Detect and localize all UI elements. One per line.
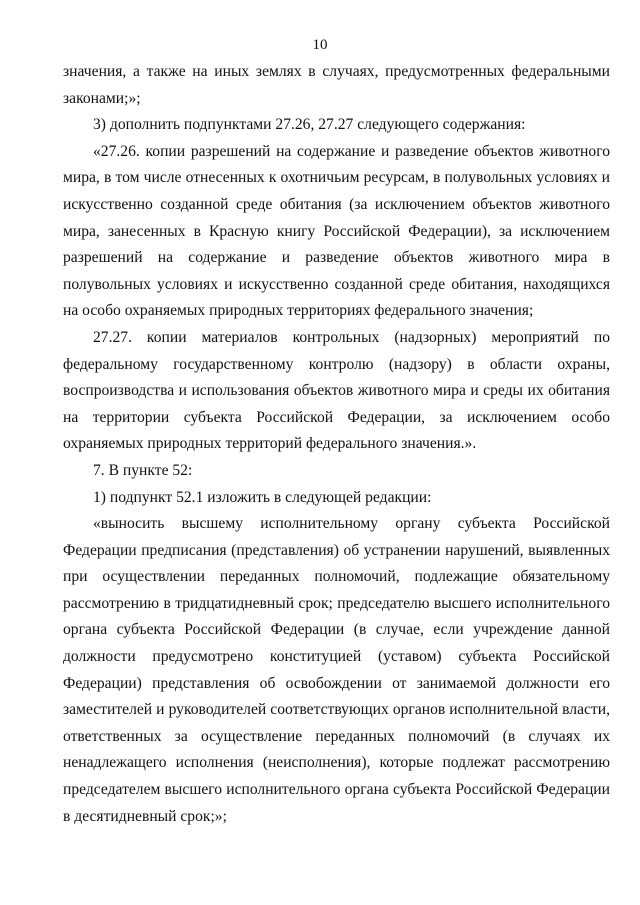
- paragraph-27-27: 27.27. копии материалов контрольных (надзорных) мероприятий по федеральному государственному контролю (надзору) в области охраны, воспроизводства и использования объектов животного мира и среды их обитания на территории субъекта Российской Федерации, за исключением особо охраняемых природных территорий федерального значения.».: [63, 328, 610, 453]
- paragraph-continuation: значения, а также на иных землях в случаях, предусмотренных федеральными законами;»;: [63, 63, 610, 107]
- paragraph-new-wording: «выносить высшему исполнительному органу субъекта Российской Федерации предписания (представления) об устранении нарушений, выявленных при осуществлении переданных полномочий, подлежащие обязательному рассмотрению в тридцатидневный срок; председателю высшего исполнительного органа субъекта Российской Федерации (в случае, если учреждение данной должности предусмотрено конституцией (уставом) субъекта Российской Федерации) представления об освобождении от занимаемой должности его заместителей и руководителей соответствующих органов исполнительной власти, ответственных за осуществление переданных полномочий (в случаях их ненадлежащего исполнения (неисполнения), которые подлежат рассмотрению председателем высшего исполнительного органа субъекта Российской Федерации в десятидневный срок;»;: [63, 515, 610, 825]
- paragraph-item-3: 3) дополнить подпунктами 27.26, 27.27 следующего содержания:: [93, 116, 526, 134]
- paragraph-subitem-52-1: 1) подпункт 52.1 изложить в следующей редакции:: [93, 488, 432, 506]
- page-number: 10: [312, 37, 328, 53]
- paragraph-point-7: 7. В пункте 52:: [93, 461, 193, 479]
- paragraph-27-26: «27.26. копии разрешений на содержание и разведение объектов животного мира, в том числе отнесенных к охотничьим ресурсам, в полувольных условиях и искусственно созданной среде обитания (за исключением объектов животного мира, занесенных в Красную книгу Российской Федерации), за исключением разрешений на содержание и разведение объектов животного мира в полувольных условиях и искусственно созданной среде обитания, находящихся на особо охраняемых природных территориях федерального значения;: [63, 142, 610, 320]
- document-body: [63, 59, 610, 830]
